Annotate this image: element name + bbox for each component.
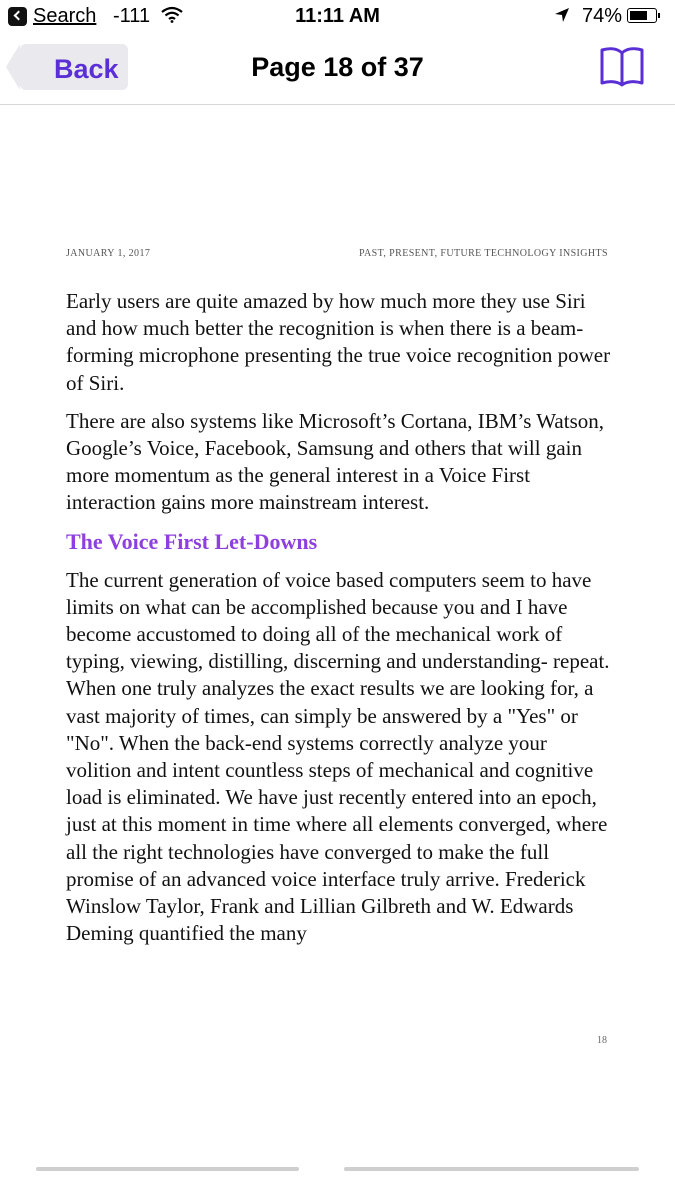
book-icon[interactable] <box>599 45 645 87</box>
back-to-app-link[interactable]: Search <box>33 5 97 27</box>
paragraph: The current generation of voice based computers seem to have limits on what can be accomplished because you and I have become accustomed to doing all of the mechanical work of typing, viewing, distilling, discerning and understanding- repeat. When one truly analyzes the exact results we are looking for, a vast majority of times, can simply be answered by a "Yes" or "No". When the back-end systems correctly analyze your volition and intent countless steps of mechanical and cognitive load is eliminated. We have just recently entered into an epoch, just at this moment in time where all elements converged, where all the right technologies have converged to make the full promise of an advanced voice interface truly arrive. Frederick Winslow Taylor, Frank and Lillian Gilbreth and W. Edwards Deming quantified the many <box>66 567 610 946</box>
page-scrubber-left[interactable] <box>36 1167 299 1171</box>
signal-strength: -111 <box>113 5 151 27</box>
paragraph: There are also systems like Microsoft’s Cortana, IBM’s Watson, Google’s Voice, Facebook, Samsung and others that will gain more momentum as the general interest in a Voice First interaction gains more mainstream interest. <box>66 408 604 515</box>
clock: 11:11 AM <box>295 5 380 27</box>
status-bar <box>0 0 675 34</box>
navigation-bar <box>0 36 675 105</box>
paragraph: Early users are quite amazed by how much more they use Siri and how much better the recognition is when there is a beam-forming microphone presenting the true voice recognition power of Siri. <box>66 289 611 395</box>
page-scrubber-right[interactable] <box>344 1167 639 1171</box>
page-number: 18 <box>597 1035 607 1046</box>
back-button-label: Back <box>54 54 119 84</box>
location-arrow-icon <box>554 7 570 23</box>
battery-percent: 74% <box>582 5 623 27</box>
page-title: Page 18 of 37 <box>251 52 424 82</box>
header-date: JANUARY 1, 2017 <box>66 248 151 259</box>
page-body <box>66 288 611 958</box>
header-title: PAST, PRESENT, FUTURE TECHNOLOGY INSIGHTS <box>358 248 608 259</box>
battery-icon <box>627 8 657 23</box>
section-heading: The Voice First Let-Downs <box>66 528 318 554</box>
